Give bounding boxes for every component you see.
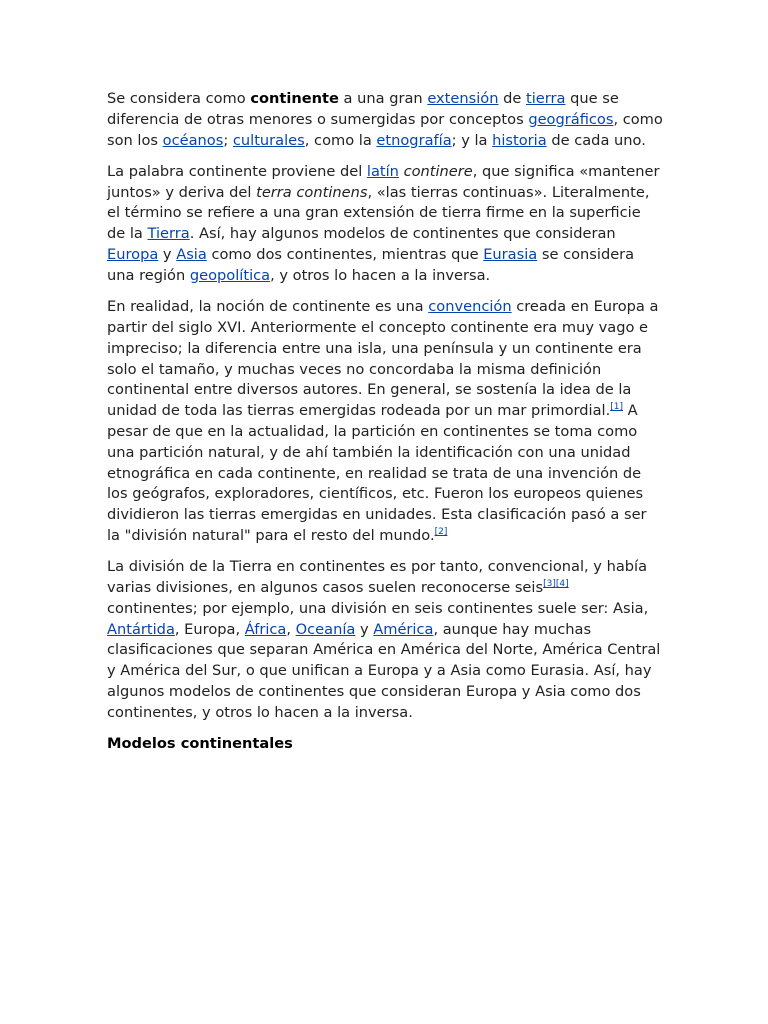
text: , como son los [107, 110, 663, 149]
text: La división de la Tierra en continentes es por tanto, convencional, y había varias divisiones, en algunos casos suelen reconocerse seis [107, 558, 648, 597]
text: , [286, 620, 296, 638]
text: A pesar de que en la actualidad, la partición en continentes se toma como una partición natural, y de ahí también la identificación con una unidad etnográfica en cada continente, en realidad se trata de una invención de los geógrafos, exploradores, científicos, etc. Fueron los europeos quienes dividieron las tierras emergidas en unidades. Esta clasificación pasó a ser la "división natural" para el resto del mundo. [107, 402, 647, 544]
text: Se considera como [107, 90, 251, 107]
link-culturales[interactable]: culturales [232, 131, 305, 149]
text: , Europa, [174, 620, 245, 638]
italic-continere: continere [403, 162, 473, 180]
link-europa[interactable]: Europa [107, 246, 159, 264]
text: , y otros lo hacen a la inversa. [270, 266, 491, 284]
text: continentes; por ejemplo, una división en seis continentes suele ser: Asia, [107, 599, 649, 617]
paragraph-definition [107, 89, 663, 151]
link-antartida[interactable]: Antártida [107, 620, 175, 638]
text: , «las tierras continuas». Literalmente, el término se refiere a una gran extensión de tierra firme en la superficie de la [107, 183, 650, 243]
citation-3-4 [543, 579, 569, 589]
document-page [107, 89, 663, 755]
link-africa[interactable]: África [244, 620, 287, 638]
citation-link-1[interactable]: [1] [610, 402, 623, 413]
paragraph-etymology [107, 162, 663, 287]
link-tierra-planet[interactable]: Tierra [147, 225, 190, 243]
text: creada en Europa a partir del siglo XVI. Anteriormente el concepto continente era muy vago e impreciso; la diferencia entre una isla, una península y un continente era solo el tamaño, y muchas veces no concordaba la misma definición continental entre diversos autores. En general, se sostenía la idea de la unidad de toda las tierras emergidas rodeada por un mar primordial. [107, 298, 659, 420]
paragraph-division [107, 557, 663, 723]
text: que se diferencia de otras menores o sumergidas por conceptos [107, 90, 619, 128]
citation-link-3[interactable]: [3] [543, 579, 556, 590]
text: La palabra continente proviene del [107, 162, 367, 180]
link-tierra[interactable]: tierra [526, 90, 566, 107]
link-extension[interactable]: extensión [427, 90, 499, 107]
link-geograficos[interactable]: geográficos [528, 110, 614, 128]
text: , que significa «mantener juntos» y deriva del [107, 162, 660, 201]
text: . Así, hay algunos modelos de continentes que consideran [189, 225, 616, 243]
text: ; y la [451, 131, 493, 149]
term-continente: continente [250, 90, 339, 107]
link-convencion[interactable]: convención [428, 298, 512, 316]
text: de cada uno. [546, 131, 646, 149]
citation-link-4[interactable]: [4] [555, 579, 569, 590]
citation-1 [610, 402, 623, 412]
text: de [498, 90, 527, 107]
link-latin[interactable]: latín [366, 162, 399, 180]
link-eurasia[interactable]: Eurasia [483, 246, 538, 264]
text: a una gran [338, 90, 428, 107]
link-oceania[interactable]: Oceanía [295, 620, 356, 638]
link-geopolitica[interactable]: geopolítica [189, 266, 271, 284]
link-asia[interactable]: Asia [176, 246, 207, 264]
paragraph-history [107, 297, 663, 547]
citation-2 [435, 527, 448, 537]
link-historia[interactable]: historia [492, 131, 547, 149]
text: , como la [304, 131, 377, 149]
section-heading: Modelos continentales [107, 735, 293, 753]
link-america[interactable]: América [373, 620, 434, 638]
citation-link-2[interactable]: [2] [434, 526, 448, 537]
text: , aunque hay muchas clasificaciones que separan América en América del Norte, América Central y América del Sur, o que unifican a Europa y a Asia como Eurasia. Así, hay algunos modelos de continentes que consideran Europa y Asia como dos continentes, y otros lo hacen a la inversa. [107, 620, 661, 721]
link-etnografia[interactable]: etnografía [376, 131, 452, 149]
text: En realidad, la noción de continente es una [107, 298, 429, 316]
link-oceanos[interactable]: océanos [162, 131, 224, 149]
text: y [158, 246, 177, 264]
italic-terra-continens: terra continens [256, 183, 368, 201]
text: se considera una región [107, 246, 635, 284]
text: y [355, 620, 374, 638]
text: como dos continentes, mientras que [206, 246, 484, 264]
text: ; [223, 131, 233, 149]
